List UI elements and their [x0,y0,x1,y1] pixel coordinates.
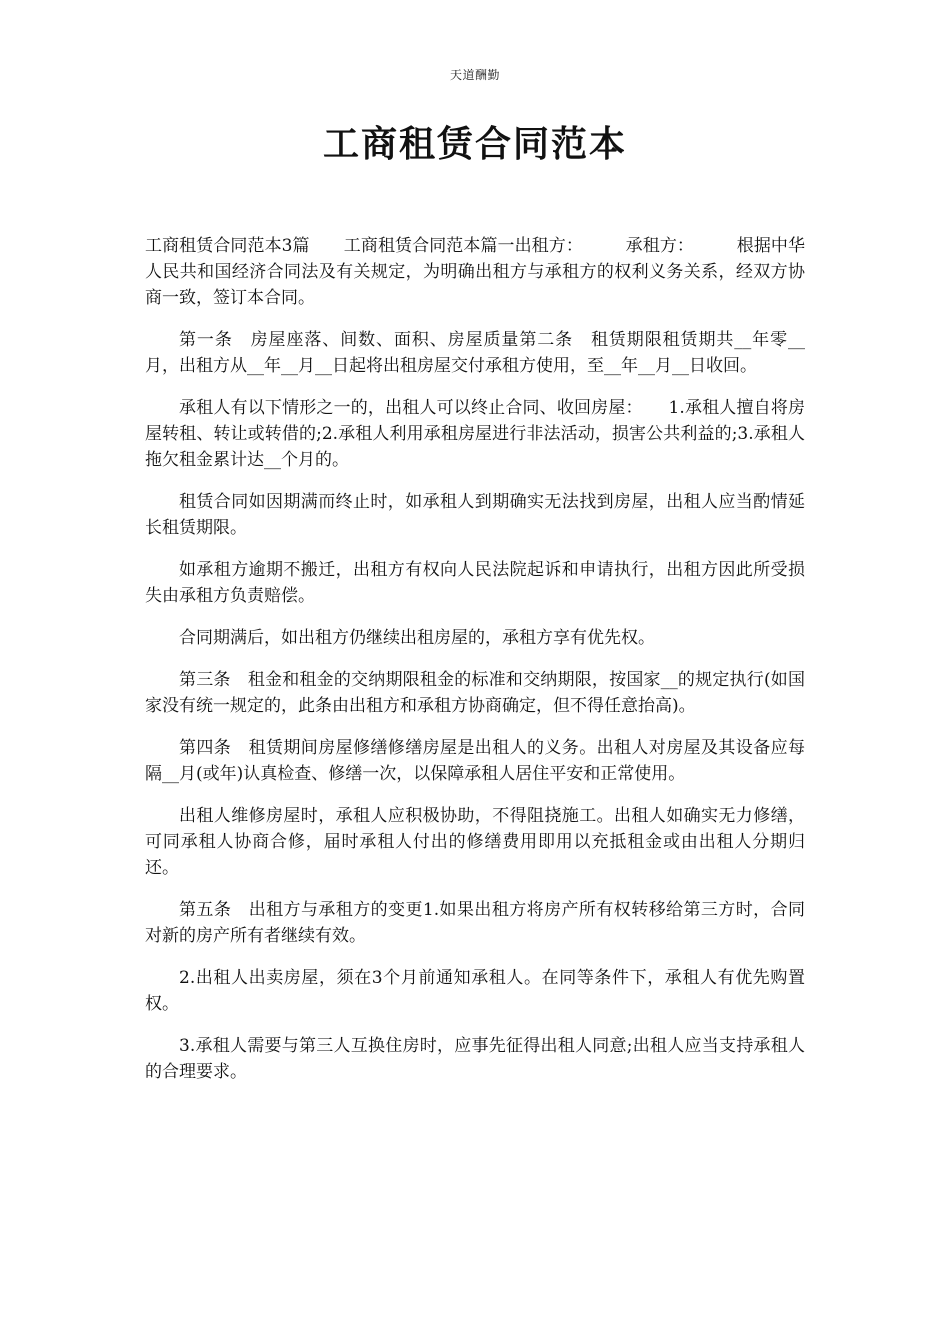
page-header: 天道酬勤 [449,68,500,82]
document-body [145,233,805,1101]
paragraph-article-4: 第四条 租赁期间房屋修缮修缮房屋是出租人的义务。出租人对房屋及其设备应每隔__月(或年)认真检查、修缮一次，以保障承租人居住平安和正常使用。 [145,738,805,784]
paragraph-article-1-2: 第一条 房屋座落、间数、面积、房屋质量第二条 租赁期限租赁期共__年零__月，出租方从__年__月__日起将出租房屋交付承租方使用，至__年__月__日收回。 [145,330,805,376]
paragraph-extension: 租赁合同如因期满而终止时，如承租人到期确实无法找到房屋，出租人应当酌情延长租赁期限。 [145,492,805,538]
paragraph-intro: 工商租赁合同范本3篇 工商租赁合同范本篇一出租方： 承租方： 根据中华人民共和国经济合同法及有关规定，为明确出租方与承租方的权利义务关系，经双方协商一致，签订本合同。 [145,236,805,308]
paragraph-termination: 承租人有以下情形之一的，出租人可以终止合同、收回房屋： 1.承租人擅自将房屋转租、转让或转借的;2.承租人利用承租房屋进行非法活动，损害公共利益的;3.承租人拖欠租金累计达__个月的。 [145,398,805,470]
paragraph-repair: 出租人维修房屋时，承租人应积极协助，不得阻挠施工。出租人如确实无力修缮，可同承租人协商合修，届时承租人付出的修缮费用即用以充抵租金或由出租人分期归还。 [145,806,805,878]
paragraph-exchange: 3.承租人需要与第三人互换住房时，应事先征得出租人同意;出租人应当支持承租人的合理要求。 [145,1036,805,1082]
paragraph-overdue: 如承租方逾期不搬迁，出租方有权向人民法院起诉和申请执行，出租方因此所受损失由承租方负责赔偿。 [145,560,805,606]
document-title: 工商租赁合同范本 [322,123,627,165]
paragraph-priority: 合同期满后，如出租方仍继续出租房屋的，承租方享有优先权。 [179,628,655,648]
paragraph-article-5: 第五条 出租方与承租方的变更1.如果出租方将房产所有权转移给第三方时，合同对新的房产所有者继续有效。 [145,900,805,946]
paragraph-article-3: 第三条 租金和租金的交纳期限租金的标准和交纳期限，按国家__的规定执行(如国家没有统一规定的，此条由出租方和承租方协商确定，但不得任意抬高)。 [145,670,805,716]
paragraph-sale-notice: 2.出租人出卖房屋，须在3个月前通知承租人。在同等条件下，承租人有优先购置权。 [145,968,805,1014]
